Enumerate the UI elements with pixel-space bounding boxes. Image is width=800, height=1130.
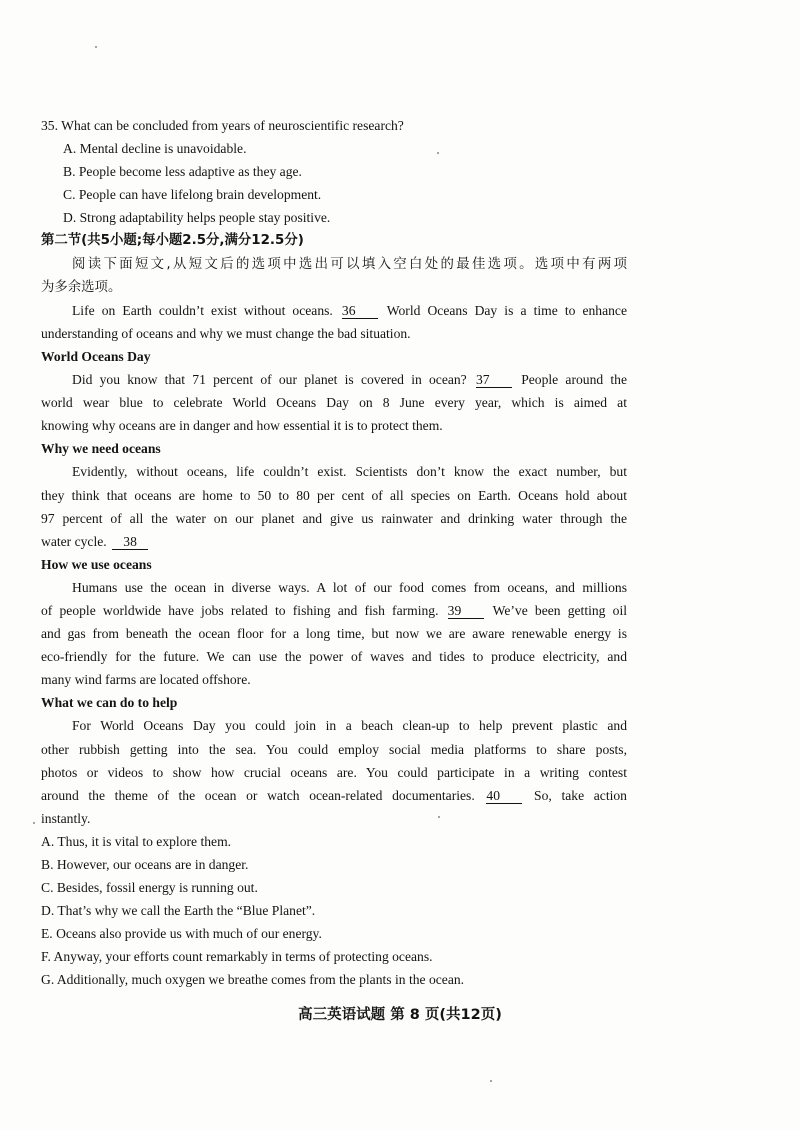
option-35-d: D. Strong adaptability helps people stay positive. <box>63 210 331 226</box>
help-text-a: around the theme of the ocean or watch ocean-related documentaries. <box>41 787 475 803</box>
question-35: 35. What can be concluded from years of neuroscientific research? <box>41 118 404 133</box>
intro-text-a: Life on Earth couldn’t exist without oceans. <box>72 302 333 318</box>
choice-a: A. Thus, it is vital to explore them. <box>41 833 232 849</box>
page-footer: 高三英语试题 第 8 页(共12页) <box>298 1007 502 1023</box>
heading-why-we-need-oceans: Why we need oceans <box>41 441 161 457</box>
help-line-4 <box>41 784 627 807</box>
how-line-2 <box>41 599 627 622</box>
option-35-a: A. Mental decline is unavoidable. <box>63 141 247 157</box>
option-35-b: B. People become less adaptive as they age. <box>63 164 302 180</box>
why-line-1: Evidently, without oceans, life couldn’t exist. Scientists don’t know the exact number, but <box>72 464 627 480</box>
heading-how-we-use-oceans: How we use oceans <box>41 556 152 572</box>
choice-b: B. However, our oceans are in danger. <box>41 857 249 872</box>
world-line-2: world wear blue to celebrate World Oceans Day on 8 June every year, which is aimed at <box>41 395 627 411</box>
choice-e: E. Oceans also provide us with much of our energy. <box>41 926 322 942</box>
choice-f: F. Anyway, your efforts count remarkably in terms of protecting oceans. <box>41 949 433 965</box>
how-text-b: We’ve been getting oil <box>492 602 627 618</box>
choice-g: G. Additionally, much oxygen we breathe comes from the plants in the ocean. <box>41 972 465 988</box>
heading-world-oceans-day: World Oceans Day <box>41 348 151 364</box>
how-text-a: of people worldwide have jobs related to fishing and fish farming. <box>41 602 439 618</box>
choice-c: C. Besides, fossil energy is running out. <box>41 880 258 896</box>
why-line-2: they think that oceans are home to 50 to 80 per cent of all species on Earth. Oceans hold about <box>41 487 627 503</box>
scan-speck <box>95 46 97 48</box>
intro-text-b: World Oceans Day is a time to enhance <box>386 302 627 318</box>
intro-line-1 <box>41 299 627 322</box>
help-line-3: photos or videos to show how crucial oceans are. You could participate in a writing contest <box>41 764 627 780</box>
why-line-4 <box>41 530 627 553</box>
how-line-3: and gas from beneath the ocean floor for a long time, but now we are aware renewable energy is <box>41 626 627 642</box>
blank-36: 36 <box>342 303 378 319</box>
intro-line-2: understanding of oceans and why we must change the bad situation. <box>41 325 411 341</box>
world-line-3: knowing why oceans are in danger and how essential it is to protect them. <box>41 418 443 434</box>
world-text-a: Did you know that 71 percent of our planet is covered in ocean? <box>72 372 467 388</box>
scan-speck <box>33 822 35 824</box>
help-line-5: instantly. <box>41 810 91 826</box>
option-35-c: C. People can have lifelong brain development. <box>63 187 322 203</box>
help-text-b: So, take action <box>534 787 627 803</box>
help-line-1: For World Oceans Day you could join in a beach clean-up to help prevent plastic and <box>72 718 627 734</box>
choice-d: D. That’s why we call the Earth the “Blue Planet”. <box>41 903 316 919</box>
section-2-instruction-line-2: 为多余选项。 <box>41 279 122 295</box>
help-line-2: other rubbish getting into the sea. You could employ social media platforms to share posts, <box>41 741 627 757</box>
blank-40: 40 <box>486 788 522 804</box>
how-line-1: Humans use the ocean in diverse ways. A lot of our food comes from oceans, and millions <box>72 579 627 595</box>
section-2-instruction-line-1: 阅读下面短文,从短文后的选项中选出可以填入空白处的最佳选项。选项中有两项 <box>72 256 627 272</box>
why-text-a: water cycle. <box>41 533 107 549</box>
section-2-title: 第二节(共5小题;每小题2.5分,满分12.5分) <box>41 233 304 249</box>
page-content <box>41 114 627 992</box>
heading-what-we-can-do: What we can do to help <box>41 695 178 711</box>
scan-speck <box>490 1080 492 1082</box>
world-text-b: People around the <box>521 372 627 388</box>
world-line-1 <box>41 368 627 391</box>
how-line-5: many wind farms are located offshore. <box>41 672 251 688</box>
why-line-3: 97 percent of all the water on our planet and give us rainwater and drinking water through the <box>41 510 627 526</box>
blank-39: 39 <box>448 603 484 619</box>
how-line-4: eco-friendly for the future. We can use the power of waves and tides to produce electricity, and <box>41 649 627 665</box>
blank-37: 37 <box>476 372 512 388</box>
blank-38: 38 <box>112 534 148 550</box>
